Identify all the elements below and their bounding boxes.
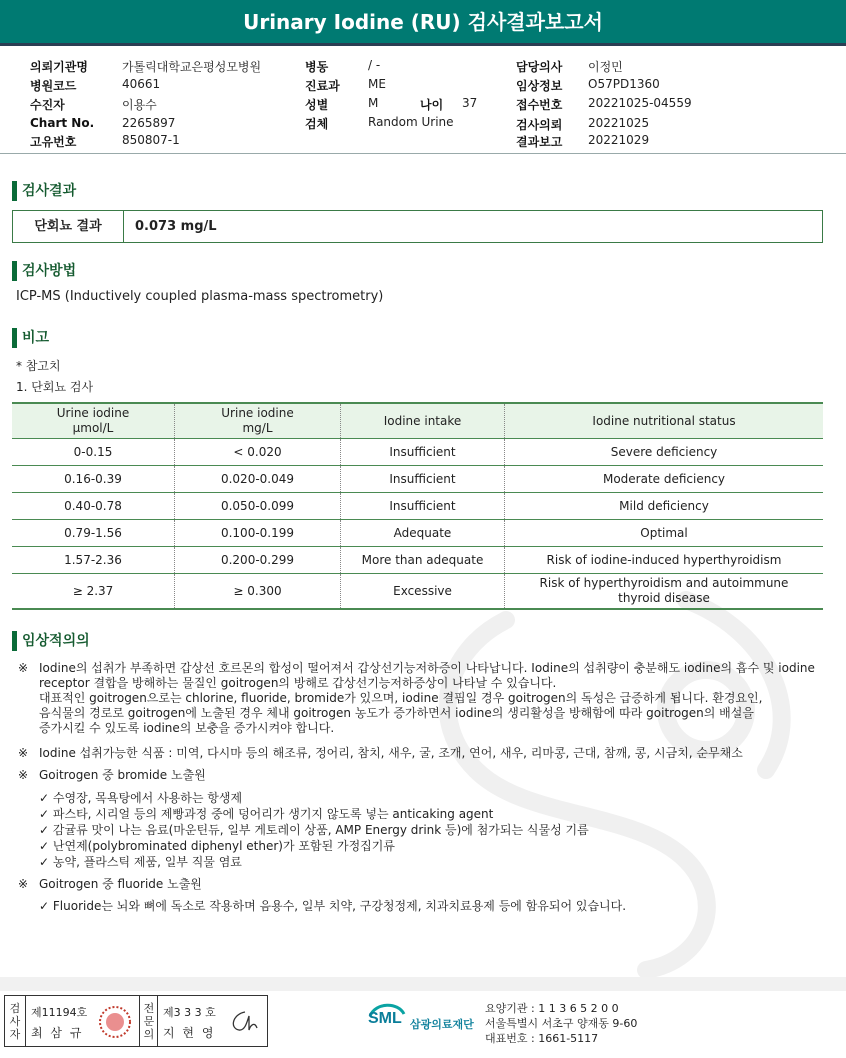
org-name: 삼광의료재단 (410, 1018, 474, 1031)
clinical-line: 증가시킬 수 있도록 iodine의 보충을 증가시켜야 합니다. (39, 721, 335, 735)
list-item: 수영장, 목욕탕에서 사용하는 항생제 (52, 791, 243, 805)
reference-table (12, 402, 823, 610)
header-iodine-intake: Iodine intake (341, 403, 505, 439)
clinical-paragraph (39, 661, 829, 736)
footer-line: 대표번호 : 1661-5117 (485, 1032, 599, 1045)
note-marker: ※ (18, 768, 29, 782)
footer-line: 서울특별시 서초구 양재동 9-60 (485, 1017, 638, 1030)
section-result-title: 검사결과 (22, 183, 77, 199)
label-sex: 성별 (305, 98, 329, 112)
cell-status: Moderate deficiency (505, 466, 824, 493)
clinical-line: 대표적인 goitrogen으로는 chlorine, fluoride, bromide가 있으며, iodine 결핍일 경우 goitrogen의 독성은 급증하게 됩니다. 환경요인, (39, 691, 763, 705)
specialist-license-no: 제3 3 3 호 (163, 1006, 216, 1019)
note-marker: ※ (18, 661, 29, 675)
check-icon: ✓ (39, 807, 50, 821)
cell-umol: 1.57-2.36 (12, 547, 175, 574)
cell-mg: < 0.020 (175, 439, 341, 466)
method-text: ICP-MS (Inductively coupled plasma-mass spectrometry) (16, 289, 384, 304)
check-icon: ✓ (39, 855, 50, 869)
footer-band (0, 977, 846, 991)
label-chart-no: Chart No. (30, 116, 95, 130)
result-label: 단회뇨 결과 (13, 211, 124, 242)
logo-text: SML (368, 1010, 402, 1027)
list-item: 난연제(polybrominated diphenyl ether)가 포함된 가정집기류 (52, 839, 395, 853)
header-urine-iodine-mg: Urine iodine mg/L (175, 403, 341, 439)
section-method-title: 검사방법 (22, 263, 77, 279)
value-receipt-no: 20221025-04559 (588, 96, 692, 110)
cell-status: Optimal (505, 520, 824, 547)
specialist-label: 전문의 (143, 1002, 155, 1041)
cell-intake: Adequate (341, 520, 505, 547)
value-ward: / - (368, 58, 381, 72)
label-doctor: 담당의사 (516, 60, 563, 74)
header-nutritional-status: Iodine nutritional status (505, 403, 824, 439)
value-patient: 이용수 (122, 98, 157, 112)
cell-umol: 0-0.15 (12, 439, 175, 466)
list-item: 농약, 플라스틱 제품, 일부 직물 염료 (52, 855, 242, 869)
table-row (12, 574, 823, 610)
value-unique-no: 850807-1 (122, 133, 180, 147)
inspector-name: 최 삼 규 (31, 1026, 84, 1040)
seal-icon (97, 1004, 133, 1040)
label-age: 나이 (420, 98, 444, 112)
cell-mg: 0.200-0.299 (175, 547, 341, 574)
label-ward: 병동 (305, 60, 329, 74)
footer-info (485, 1001, 637, 1046)
label-requesting-institution: 의뢰기관명 (30, 60, 88, 74)
header-urine-iodine-umol: Urine iodine μmol/L (12, 403, 175, 439)
value-department: ME (368, 77, 386, 91)
cell-mg: 0.100-0.199 (175, 520, 341, 547)
value-doctor: 이정민 (588, 60, 623, 74)
section-marker (12, 261, 17, 281)
reference-label: * 참고치 (16, 359, 61, 373)
section-marker (12, 328, 17, 348)
note-marker: ※ (18, 746, 29, 760)
section-remarks-title: 비고 (22, 330, 50, 346)
cell-status: Severe deficiency (505, 439, 824, 466)
cell-umol: 0.16-0.39 (12, 466, 175, 493)
signature-icon (227, 1008, 263, 1036)
inspector-license-no: 제11194호 (31, 1006, 88, 1019)
cell-intake: Insufficient (341, 439, 505, 466)
value-hospital-code: 40661 (122, 77, 161, 91)
cell-umol: 0.40-0.78 (12, 493, 175, 520)
report-title: Urinary Iodine (RU) 검사결과보고서 (0, 0, 846, 46)
label-department: 진료과 (305, 79, 340, 93)
note-marker: ※ (18, 877, 29, 891)
cell-intake: Insufficient (341, 493, 505, 520)
label-clinical-info: 임상정보 (516, 79, 563, 93)
clinical-line: receptor 결합을 방해하는 물질인 goitrogen의 방해로 갑상선기능저하증상이 나타날 수 있습니다. (39, 676, 557, 690)
table-row (12, 520, 823, 547)
result-box (12, 210, 823, 243)
value-age: 37 (462, 96, 478, 110)
cell-status: Mild deficiency (505, 493, 824, 520)
label-result-report: 결과보고 (516, 135, 563, 149)
table-row (12, 466, 823, 493)
label-test-request: 검사의뢰 (516, 118, 563, 132)
value-sex: M (368, 96, 379, 110)
footer-line: 요양기관 : 1 1 3 6 5 2 0 0 (485, 1002, 619, 1015)
value-clinical-info: O57PD1360 (588, 77, 660, 91)
label-unique-no: 고유번호 (30, 135, 77, 149)
table-row (12, 439, 823, 466)
check-icon: ✓ (39, 839, 50, 853)
signature-box (4, 995, 268, 1047)
label-specimen: 검체 (305, 117, 329, 131)
cell-mg: 0.050-0.099 (175, 493, 341, 520)
table-row (12, 547, 823, 574)
value-chart-no: 2265897 (122, 116, 176, 130)
list-item: 파스타, 시리얼 등의 제빵과정 중에 덩어리가 생기지 않도록 넣는 anticaking agent (52, 807, 494, 821)
bromide-list (39, 790, 589, 870)
table-row (12, 493, 823, 520)
cell-intake: Excessive (341, 574, 505, 610)
value-requesting-institution: 가톨릭대학교은평성모병원 (122, 60, 262, 74)
specialist-name: 지 현 영 (163, 1026, 216, 1040)
check-icon: ✓ (39, 791, 50, 805)
check-icon: ✓ (39, 823, 50, 837)
reference-table-header-row (12, 403, 823, 439)
result-value: 0.073 mg/L (135, 219, 217, 234)
fluoride-list (39, 898, 626, 914)
cell-intake: More than adequate (341, 547, 505, 574)
cell-mg: 0.020-0.049 (175, 466, 341, 493)
section-marker (12, 631, 17, 651)
inspector-label: 검사자 (9, 1002, 21, 1041)
cell-intake: Insufficient (341, 466, 505, 493)
check-icon: ✓ (39, 899, 50, 913)
section-marker (12, 181, 17, 201)
clinical-line: 음식물의 경로로 goitrogen에 노출된 경우 체내 goitrogen 농도가 증가하면서 iodine의 생리활성을 방해함에 따라 goitrogen의 배설을 (39, 706, 754, 720)
header-divider (0, 153, 846, 154)
label-receipt-no: 접수번호 (516, 98, 563, 112)
value-specimen: Random Urine (368, 115, 454, 129)
label-hospital-code: 병원코드 (30, 79, 77, 93)
fluoride-title: Goitrogen 중 fluoride 노출원 (39, 877, 202, 891)
cell-umol: ≥ 2.37 (12, 574, 175, 610)
label-patient: 수진자 (30, 98, 65, 112)
cell-mg: ≥ 0.300 (175, 574, 341, 610)
bromide-title: Goitrogen 중 bromide 노출원 (39, 768, 206, 782)
cell-status: Risk of iodine-induced hyperthyroidism (505, 547, 824, 574)
reference-item-label: 1. 단회뇨 검사 (16, 380, 94, 394)
list-item: 감귤류 맛이 나는 음료(마운틴듀, 일부 게토레이 상품, AMP Energy drink 등)에 첨가되는 식물성 기름 (52, 823, 589, 837)
value-result-report: 20221029 (588, 133, 650, 147)
section-clinical-title: 임상적의의 (22, 633, 90, 649)
watermark-logo (386, 560, 826, 980)
cell-umol: 0.79-1.56 (12, 520, 175, 547)
value-test-request: 20221025 (588, 116, 650, 130)
cell-status: Risk of hyperthyroidism and autoimmune thyroid disease (505, 574, 824, 610)
list-item: Fluoride는 뇌와 뼈에 독소로 작용하며 음용수, 일부 치약, 구강청정제, 치과치료용제 등에 함유되어 있습니다. (52, 899, 627, 913)
clinical-line: Iodine의 섭취가 부족하면 갑상선 호르몬의 합성이 떨어져서 갑상선기능저하증이 나타납니다. Iodine의 섭취량이 충분해도 iodine의 흡수 및 iodine (39, 661, 815, 675)
iodine-foods-text: Iodine 섭취가능한 식품 : 미역, 다시마 등의 해조류, 정어리, 참치, 새우, 굴, 조개, 연어, 새우, 리마콩, 근대, 참깨, 콩, 시금치, 순무채소 (39, 746, 743, 760)
